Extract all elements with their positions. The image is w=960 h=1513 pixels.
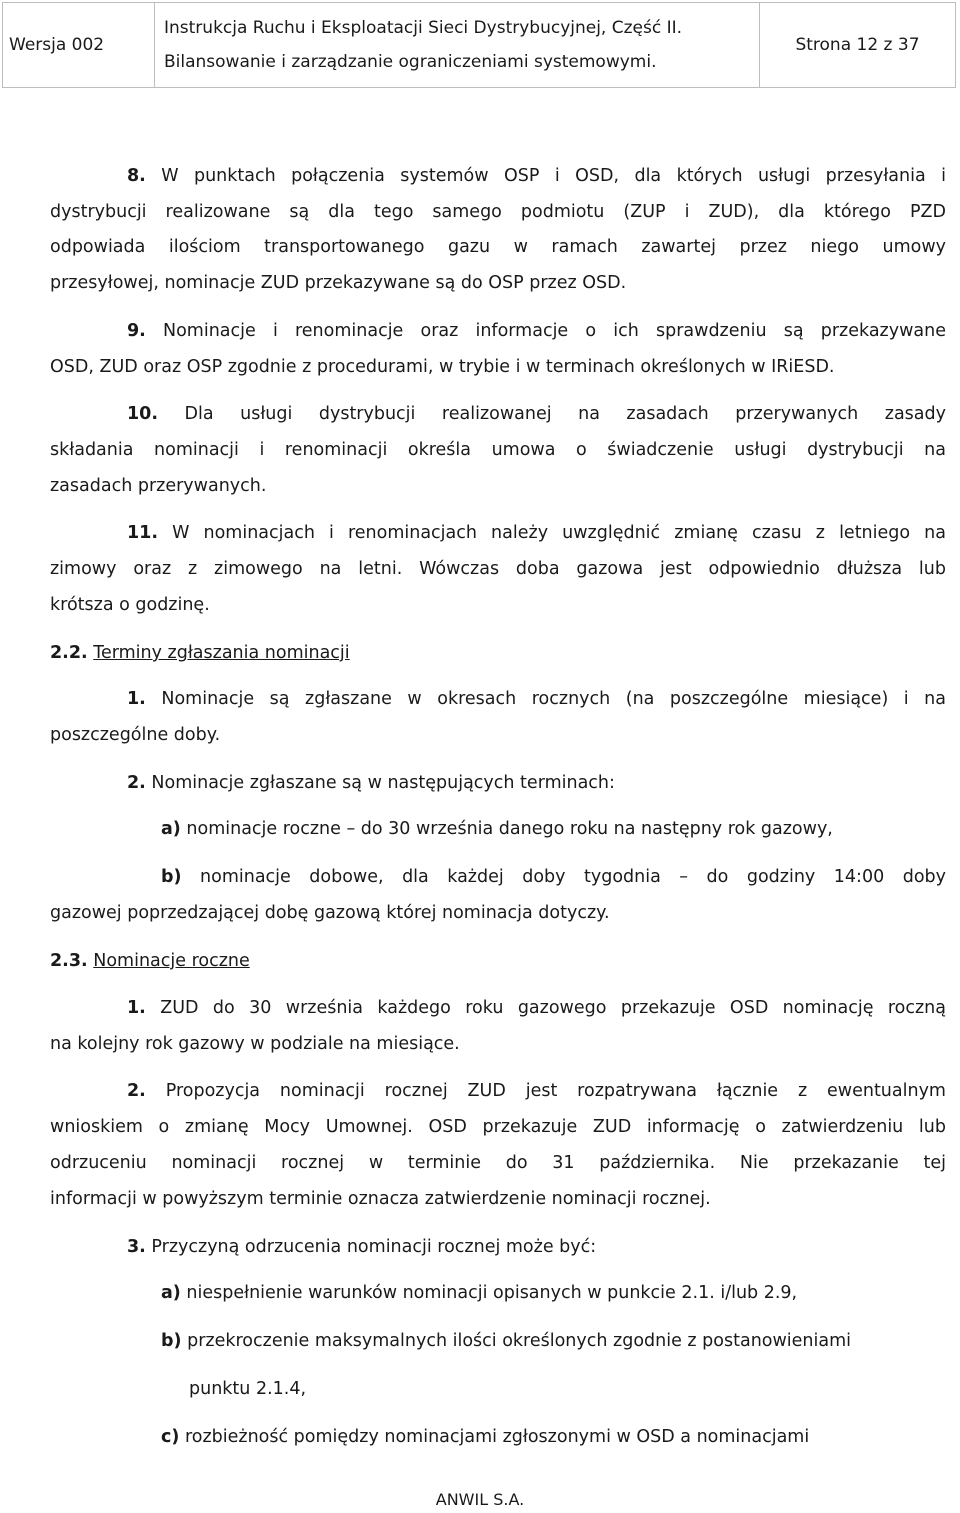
- s23-2-number: 2.: [127, 1081, 146, 1101]
- s22-2-number: 2.: [127, 773, 146, 793]
- p10-text-1: Dla usługi dystrybucji realizowanej na zasadach przerywanych zasady: [184, 404, 946, 424]
- p10-line2: składania nominacji i renominacji określa umowa o świadczenie usługi dystrybucji na: [50, 440, 946, 460]
- p11-number: 11.: [127, 523, 159, 543]
- document-title: [155, 3, 760, 87]
- s22-1-line2: poszczególne doby.: [50, 725, 221, 745]
- s23-2-line4: informacji w powyższym terminie oznacza zatwierdzenie nominacji rocznej.: [50, 1189, 711, 1209]
- s22-2-item-b-line2: gazowej poprzedzającej dobę gazową której nominacja dotyczy.: [50, 903, 610, 923]
- p10-line1: [50, 403, 946, 425]
- s23-1-number: 1.: [127, 998, 146, 1018]
- s23-3-text-1: Przyczyną odrzucenia nominacji rocznej może być:: [151, 1237, 597, 1257]
- s22-2-item-a: [161, 818, 833, 840]
- p8-line1: [50, 165, 946, 187]
- page-header: [2, 2, 956, 88]
- p8-text-1: W punktach połączenia systemów OSP i OSD, dla których usługi przesyłania i: [161, 166, 946, 186]
- s23-1-text-1: ZUD do 30 września każdego roku gazowego przekazuje OSD nominację roczną: [160, 998, 946, 1018]
- p8-line2: dystrybucji realizowane są dla tego samego podmiotu (ZUP i ZUD), dla którego PZD: [50, 202, 946, 222]
- p11-line1: [50, 522, 946, 544]
- section-2-3-number: 2.3.: [50, 951, 88, 971]
- section-2-2-title: Terminy zgłaszania nominacji: [93, 643, 350, 663]
- p11-line2: zimowy oraz z zimowego na letni. Wówczas doba gazowa jest odpowiednio dłuższa lub: [50, 559, 946, 579]
- p8-number: 8.: [127, 166, 146, 186]
- s23-1-line1: [50, 997, 946, 1019]
- s23-3-a-label: a): [161, 1283, 181, 1303]
- section-2-3-title: Nominacje roczne: [93, 951, 250, 971]
- section-2-2-heading: [50, 642, 350, 664]
- p8-line3: odpowiada ilościom transportowanego gazu w ramach zawartej przez niego umowy: [50, 237, 946, 257]
- s23-3-c-label: c): [161, 1427, 180, 1447]
- s23-3-line1: [127, 1236, 596, 1258]
- page-number: Strona 12 z 37: [795, 35, 920, 55]
- p11-line3: krótsza o godzinę.: [50, 595, 210, 615]
- s23-2-line1: [50, 1080, 946, 1102]
- s23-3-c-text: rozbieżność pomiędzy nominacjami zgłoszonymi w OSD a nominacjami: [184, 1427, 810, 1447]
- document-title-line1: Instrukcja Ruchu i Eksploatacji Sieci Dystrybucyjnej, Część II.: [164, 18, 683, 38]
- p10-number: 10.: [127, 404, 159, 424]
- version-label: Wersja 002: [3, 3, 155, 87]
- s22-1-line1: [50, 688, 946, 710]
- s22-2-text-1: Nominacje zgłaszane są w następujących terminach:: [151, 773, 615, 793]
- s22-2-b-text-1: nominacje dobowe, dla każdej doby tygodnia – do godziny 14:00 doby: [200, 867, 946, 887]
- p9-line1: [50, 320, 946, 342]
- p8-line4: przesyłowej, nominacje ZUD przekazywane są do OSP przez OSD.: [50, 273, 627, 293]
- s22-1-text-1: Nominacje są zgłaszane w okresach rocznych (na poszczególne miesiące) i na: [161, 689, 946, 709]
- s23-3-a-text: niespełnienie warunków nominacji opisanych w punkcie 2.1. i/lub 2.9,: [186, 1283, 798, 1303]
- p9-line2: OSD, ZUD oraz OSP zgodnie z procedurami, w trybie i w terminach określonych w IRiESD.: [50, 357, 835, 377]
- section-2-2-number: 2.2.: [50, 643, 88, 663]
- p9-text-1: Nominacje i renominacje oraz informacje o ich sprawdzeniu są przekazywane: [163, 321, 946, 341]
- p9-number: 9.: [127, 321, 146, 341]
- s23-3-item-b-line1: [161, 1330, 851, 1352]
- s23-2-line3: odrzuceniu nominacji rocznej w terminie do 31 października. Nie przekazanie tej: [50, 1153, 946, 1173]
- s23-3-item-a: [161, 1282, 797, 1304]
- s22-2-line1: [127, 772, 615, 794]
- s22-2-a-text: nominacje roczne – do 30 września danego roku na następny rok gazowy,: [186, 819, 833, 839]
- s23-3-b-text-1: przekroczenie maksymalnych ilości określonych zgodnie z postanowieniami: [187, 1331, 852, 1351]
- s23-3-number: 3.: [127, 1237, 146, 1257]
- page-footer: ANWIL S.A.: [435, 1490, 525, 1509]
- s23-1-line2: na kolejny rok gazowy w podziale na miesiące.: [50, 1034, 460, 1054]
- section-2-3-heading: [50, 950, 250, 972]
- s22-2-b-label: b): [161, 867, 182, 887]
- s23-3-item-b-line2: punktu 2.1.4,: [189, 1379, 307, 1399]
- s23-3-b-label: b): [161, 1331, 182, 1351]
- document-title-line2: Bilansowanie i zarządzanie ograniczeniami systemowymi.: [164, 52, 657, 72]
- s22-2-a-label: a): [161, 819, 181, 839]
- s23-3-item-c: [161, 1426, 809, 1448]
- s23-2-line2: wnioskiem o zmianę Mocy Umownej. OSD przekazuje ZUD informację o zatwierdzeniu lub: [50, 1117, 946, 1137]
- s22-1-number: 1.: [127, 689, 146, 709]
- s23-2-text-1: Propozycja nominacji rocznej ZUD jest rozpatrywana łącznie z ewentualnym: [165, 1081, 946, 1101]
- s22-2-item-b-line1: [50, 866, 946, 888]
- p10-line3: zasadach przerywanych.: [50, 476, 267, 496]
- p11-text-1: W nominacjach i renominacjach należy uwzględnić zmianę czasu z letniego na: [172, 523, 946, 543]
